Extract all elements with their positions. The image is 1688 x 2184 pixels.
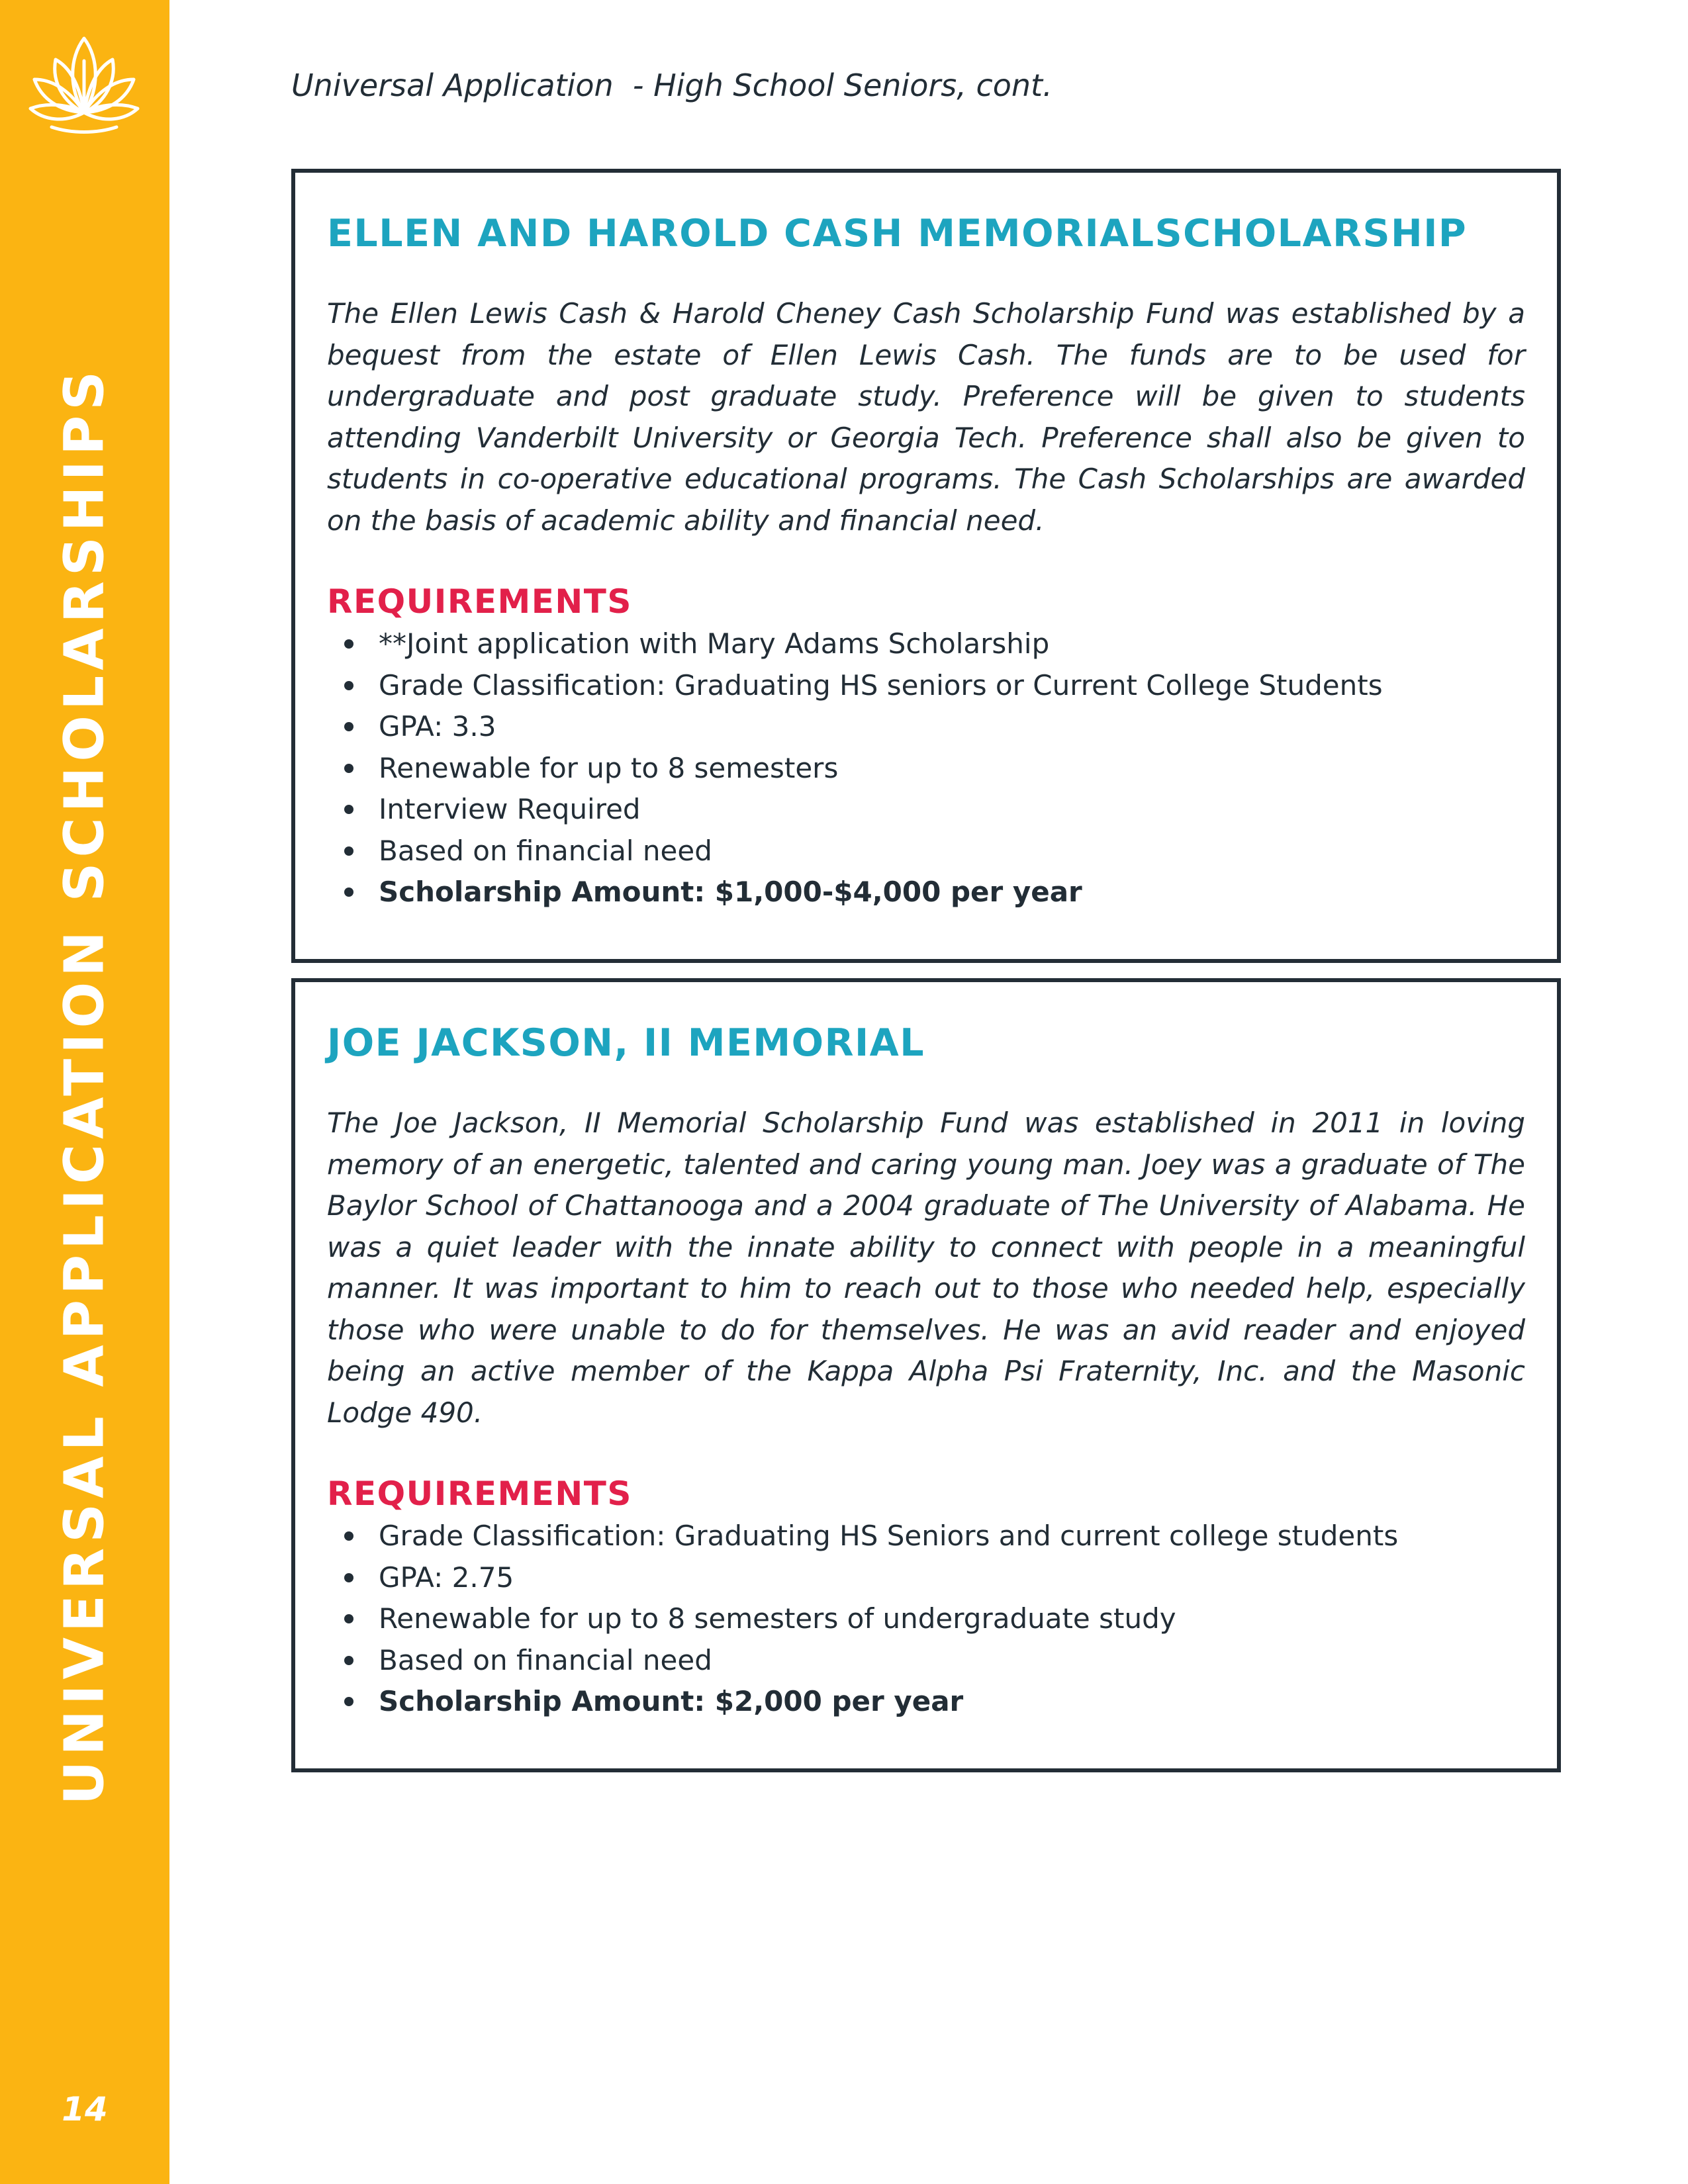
bullet-icon — [344, 764, 353, 773]
sidebar-vertical-title: UNIVERSAL APPLICATION SCHOLARSHIPS — [53, 365, 117, 1805]
scholarship-amount: Scholarship Amount: $1,000-$4,000 per year — [327, 872, 1525, 913]
page-subtitle: Universal Application - High School Seniors, cont. — [291, 68, 1053, 103]
requirement-item: Renewable for up to 8 semesters — [327, 748, 1525, 790]
requirements-heading: REQUIREMENTS — [327, 1475, 632, 1513]
scholarship-title: JOE JACKSON, II MEMORIAL — [327, 1021, 925, 1065]
bullet-icon — [344, 1656, 353, 1665]
bullet-icon — [344, 1531, 353, 1541]
requirement-item: Interview Required — [327, 789, 1525, 831]
scholarship-description: The Ellen Lewis Cash & Harold Cheney Cash Scholarship Fund was established by a bequest from the estate of Ellen Lewis Cash. The funds are to be used for undergraduate and post graduate study. Preference will be given to students attending Vanderbilt University or Georgia Tech. Preference shall also be given to students in co-operative educational programs. The Cash Scholarships are awarded on the basis of academic ability and financial need. — [327, 297, 1525, 537]
bullet-icon — [344, 1697, 353, 1706]
requirements-heading: REQUIREMENTS — [327, 582, 632, 621]
sidebar — [0, 0, 169, 2184]
requirement-item: **Joint application with Mary Adams Scholarship — [327, 623, 1525, 665]
bullet-icon — [344, 846, 353, 856]
requirement-item: Based on financial need — [327, 1640, 1525, 1682]
bullet-icon — [344, 1614, 353, 1623]
requirement-item: GPA: 3.3 — [327, 706, 1525, 748]
requirement-item: Grade Classification: Graduating HS seniors or Current College Students — [327, 665, 1525, 707]
page-number: 14 — [62, 2090, 108, 2128]
scholarship-title: ELLEN AND HAROLD CASH MEMORIALSCHOLARSHIP — [327, 212, 1468, 255]
requirement-item: Grade Classification: Graduating HS Seniors and current college students — [327, 1516, 1525, 1557]
requirements-list — [327, 1516, 1525, 1723]
scholarship-card-jackson — [291, 978, 1561, 1772]
lotus-icon — [25, 33, 143, 139]
bullet-icon — [344, 681, 353, 690]
requirements-list — [327, 623, 1525, 913]
requirement-item: GPA: 2.75 — [327, 1557, 1525, 1599]
scholarship-description: The Joe Jackson, II Memorial Scholarship Fund was established in 2011 in loving memory of an energetic, talented and caring young man. Joey was a graduate of The Baylor School of Chattanooga and a 2004 graduate of The University of Alabama. He was a quiet leader with the innate ability to connect with people in a meaningful manner. It was important to him to reach out to those who needed help, especially those who were unable to do for themselves. He was an avid reader and enjoyed being an active member of the Kappa Alpha Psi Fraternity, Inc. and the Masonic Lodge 490. — [327, 1107, 1525, 1429]
bullet-icon — [344, 887, 353, 897]
bullet-icon — [344, 722, 353, 731]
requirement-item: Renewable for up to 8 semesters of undergraduate study — [327, 1598, 1525, 1640]
requirement-item: Based on financial need — [327, 831, 1525, 872]
scholarship-card-cash — [291, 169, 1561, 963]
bullet-icon — [344, 805, 353, 814]
scholarship-amount: Scholarship Amount: $2,000 per year — [327, 1681, 1525, 1723]
bullet-icon — [344, 1573, 353, 1582]
bullet-icon — [344, 639, 353, 649]
